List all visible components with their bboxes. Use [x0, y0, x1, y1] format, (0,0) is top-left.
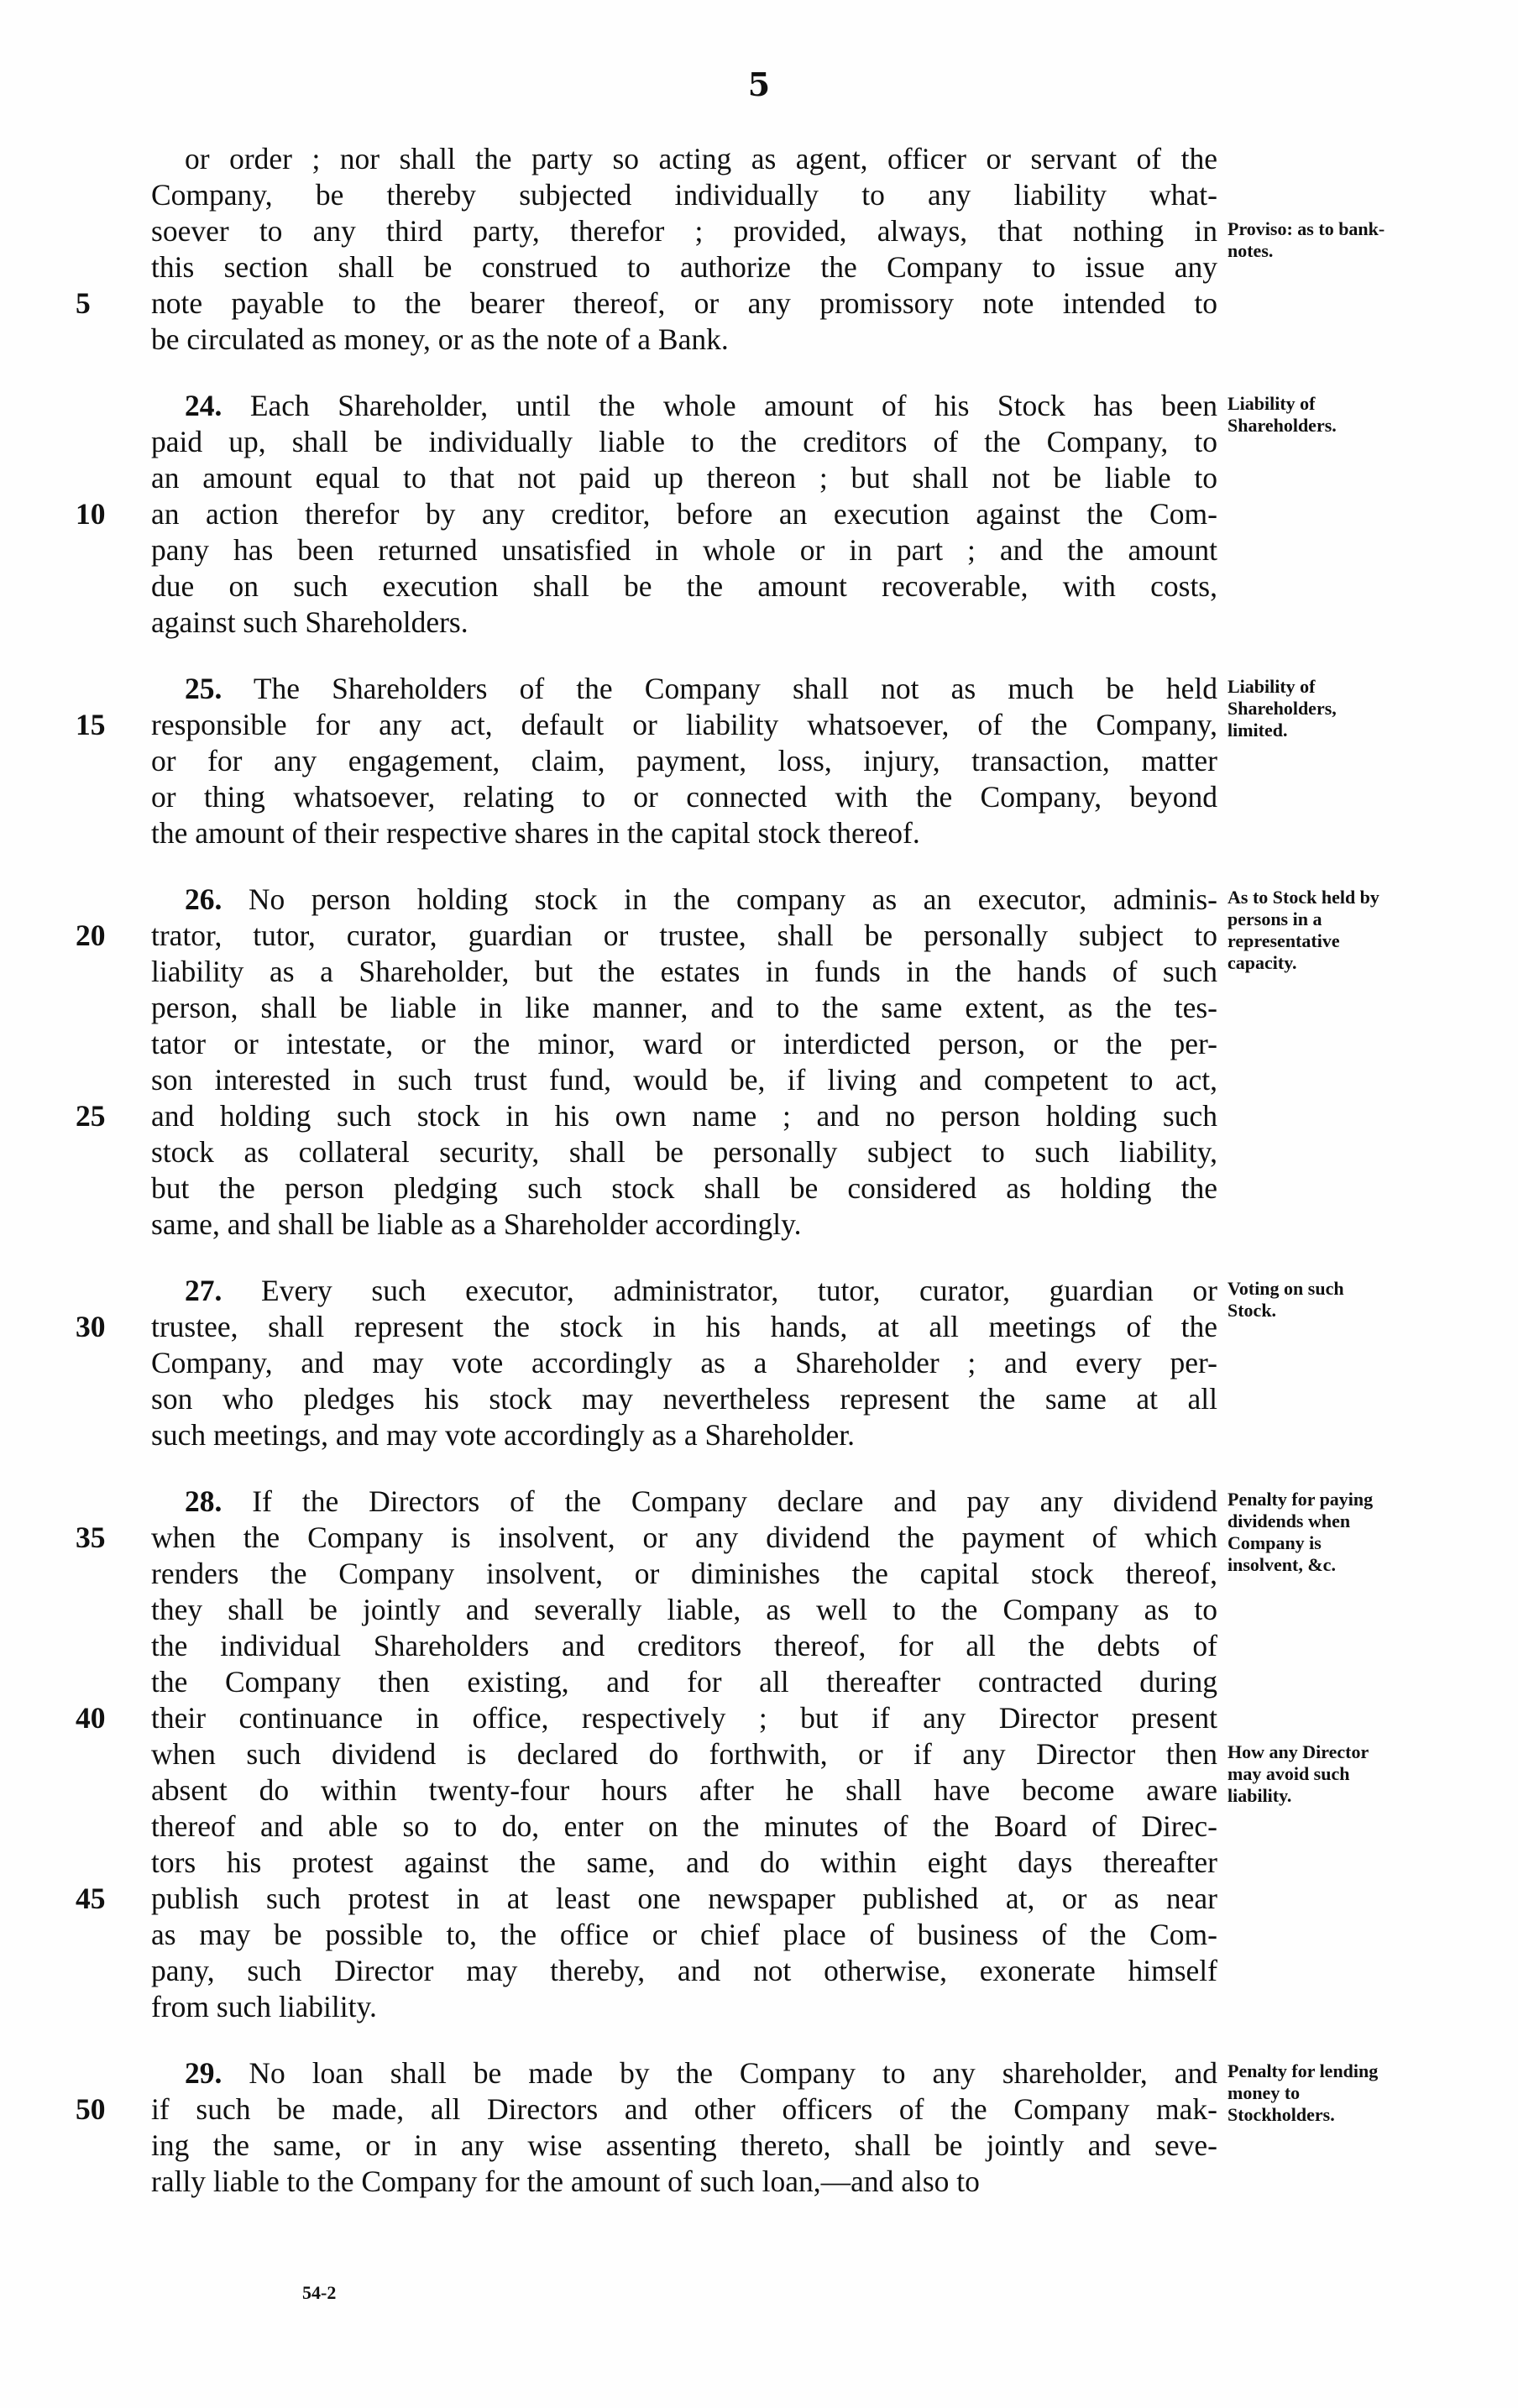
section-number: 27.	[185, 1274, 222, 1307]
text-line	[151, 1345, 1217, 1381]
text-line	[151, 1772, 1217, 1809]
line-text: Company, be thereby subjected individually to any liability what-	[151, 178, 1217, 212]
line-text: Every such executor, administrator, tutor, curator, guardian or	[261, 1274, 1218, 1307]
line-text: renders the Company insolvent, or diminishes the capital stock thereof,	[151, 1557, 1217, 1590]
section-number: 24.	[185, 389, 222, 422]
margin-note: Penalty for paying dividends when Company is insolvent, &c.	[1227, 1489, 1374, 1575]
text-line	[151, 1592, 1217, 1628]
text-line	[151, 213, 1217, 249]
text-line	[151, 1381, 1217, 1417]
line-text: be circulated as money, or as the note of a Bank.	[151, 322, 729, 356]
section-number: 29.	[185, 2056, 222, 2090]
margin-note: Proviso: as to bank-notes.	[1227, 218, 1385, 261]
section-number: 28.	[185, 1484, 222, 1518]
line-text: if such be made, all Directors and other officers of the Company mak-	[151, 2092, 1217, 2126]
text-line	[151, 1628, 1217, 1664]
margin-note: Liability of Shareholders.	[1227, 393, 1337, 436]
text-line	[151, 322, 1217, 358]
line-text: the individual Shareholders and creditors thereof, for all the debts of	[151, 1629, 1217, 1662]
text-line	[151, 671, 1217, 707]
text-line	[151, 990, 1217, 1026]
text-line	[151, 1207, 1217, 1243]
signature-mark: 54-2	[302, 2282, 337, 2303]
margin-note: Liability of Shareholders, limited.	[1227, 676, 1337, 741]
text-line	[151, 177, 1217, 213]
margin-note: How any Director may avoid such liability.	[1227, 1741, 1369, 1806]
line-text: If the Directors of the Company declare and pay any dividend	[252, 1484, 1217, 1518]
margin-note: Penalty for lending money to Stockholders.	[1227, 2060, 1379, 2125]
text-line	[76, 2091, 1217, 2128]
text-line	[76, 1309, 1217, 1345]
line-text: responsible for any act, default or liability whatsoever, of the Company,	[151, 708, 1217, 741]
line-number: 15	[76, 708, 106, 741]
line-text: The Shareholders of the Company shall not as much be held	[253, 672, 1218, 705]
line-text: liability as a Shareholder, but the estates in funds in the hands of such	[151, 955, 1217, 988]
line-text: when such dividend is declared do forthwith, or if any Director then	[151, 1737, 1217, 1771]
line-text: stock as collateral security, shall be personally subject to such liability,	[151, 1135, 1217, 1169]
line-text: such meetings, and may vote accordingly as a Shareholder.	[151, 1418, 855, 1452]
text-line	[151, 954, 1217, 990]
statute-section	[76, 882, 1379, 1243]
text-line	[151, 779, 1217, 815]
line-text: or order ; nor shall the party so acting as agent, officer or servant of the	[185, 142, 1217, 175]
statute-section	[76, 388, 1337, 641]
line-text: tors his protest against the same, and do within eight days thereafter	[151, 1845, 1217, 1879]
text-line	[76, 1520, 1217, 1556]
page-number: 5	[747, 65, 771, 103]
statute-section	[76, 141, 1385, 358]
line-text: Company, and may vote accordingly as a Shareholder ; and every per-	[151, 1346, 1217, 1379]
text-line	[151, 815, 1217, 851]
line-text: publish such protest in at least one newspaper published at, or as near	[151, 1882, 1217, 1915]
text-line	[151, 141, 1217, 177]
text-line	[151, 424, 1217, 460]
statute-section	[76, 671, 1337, 851]
text-line	[76, 496, 1217, 532]
line-text: the Company then existing, and for all thereafter contracted during	[151, 1665, 1217, 1699]
text-line	[151, 1026, 1217, 1062]
text-line	[151, 249, 1217, 285]
text-line	[76, 285, 1217, 322]
line-text: thereof and able so to do, enter on the minutes of the Board of Direc-	[151, 1809, 1217, 1843]
text-line	[151, 2128, 1217, 2164]
text-line	[76, 1700, 1217, 1736]
statute-section	[76, 1484, 1374, 2025]
line-text: note payable to the bearer thereof, or any promissory note intended to	[151, 286, 1217, 320]
text-line	[151, 1736, 1217, 1772]
text-line	[151, 2055, 1217, 2091]
line-text: son interested in such trust fund, would be, if living and competent to act,	[151, 1063, 1217, 1097]
text-line	[76, 1881, 1217, 1917]
line-number: 40	[76, 1701, 106, 1735]
line-number: 45	[76, 1882, 106, 1915]
line-text: this section shall be construed to authorize the Company to issue any	[151, 250, 1217, 284]
line-text: son who pledges his stock may nevertheless represent the same at all	[151, 1382, 1217, 1416]
margin-note: Voting on such Stock.	[1227, 1278, 1344, 1321]
section-number: 26.	[185, 882, 222, 916]
line-text: as may be possible to, the office or chief place of business of the Com-	[151, 1918, 1217, 1951]
text-line	[151, 1917, 1217, 1953]
text-line	[151, 2164, 1217, 2200]
text-line	[151, 388, 1217, 424]
line-text: rally liable to the Company for the amount of such loan,—and also to	[151, 2165, 980, 2198]
line-number: 10	[76, 497, 106, 531]
line-number: 20	[76, 919, 106, 952]
line-text: from such liability.	[151, 1990, 377, 2023]
statute-body	[76, 141, 1385, 2230]
line-text: trator, tutor, curator, guardian or trustee, shall be personally subject to	[151, 919, 1217, 952]
line-number: 50	[76, 2092, 106, 2126]
line-text: pany, such Director may thereby, and not otherwise, exonerate himself	[151, 1954, 1217, 1987]
line-text: ing the same, or in any wise assenting thereto, shall be jointly and seve-	[151, 2128, 1217, 2162]
line-number: 30	[76, 1310, 106, 1343]
line-text: the amount of their respective shares in the capital stock thereof.	[151, 816, 920, 850]
text-line	[76, 707, 1217, 743]
line-text: tator or intestate, or the minor, ward or interdicted person, or the per-	[151, 1027, 1217, 1060]
text-line	[151, 605, 1217, 641]
line-text: an action therefor by any creditor, before an execution against the Com-	[151, 497, 1217, 531]
text-line	[151, 1417, 1217, 1453]
text-line	[76, 1098, 1217, 1134]
margin-note: As to Stock held by persons in a representative capacity.	[1227, 887, 1379, 973]
text-line	[151, 1062, 1217, 1098]
line-text: absent do within twenty-four hours after he shall have become aware	[151, 1773, 1217, 1807]
line-text: soever to any third party, therefor ; provided, always, that nothing in	[151, 214, 1217, 248]
text-line	[151, 1989, 1217, 2025]
text-line	[151, 460, 1217, 496]
line-text: an amount equal to that not paid up thereon ; but shall not be liable to	[151, 461, 1217, 495]
line-number: 25	[76, 1099, 106, 1133]
text-line	[76, 918, 1217, 954]
text-line	[151, 1556, 1217, 1592]
line-text: Each Shareholder, until the whole amount of his Stock has been	[249, 389, 1217, 422]
text-line	[151, 568, 1217, 605]
line-text: same, and shall be liable as a Shareholder accordingly.	[151, 1207, 802, 1241]
line-text: due on such execution shall be the amount recoverable, with costs,	[151, 569, 1217, 603]
text-line	[151, 1953, 1217, 1989]
line-text: when the Company is insolvent, or any dividend the payment of which	[151, 1521, 1217, 1554]
text-line	[151, 1845, 1217, 1881]
line-text: No loan shall be made by the Company to any shareholder, and	[249, 2056, 1217, 2090]
text-line	[151, 532, 1217, 568]
text-line	[151, 1484, 1217, 1520]
line-text: person, shall be liable in like manner, and to the same extent, as the tes-	[151, 991, 1217, 1024]
line-text: trustee, shall represent the stock in his hands, at all meetings of the	[151, 1310, 1217, 1343]
line-text: pany has been returned unsatisfied in whole or in part ; and the amount	[151, 533, 1217, 567]
text-line	[151, 1809, 1217, 1845]
line-text: they shall be jointly and severally liable, as well to the Company as to	[151, 1593, 1217, 1626]
line-text: or thing whatsoever, relating to or connected with the Company, beyond	[151, 780, 1217, 814]
line-text: their continuance in office, respectively ; but if any Director present	[151, 1701, 1217, 1735]
text-line	[151, 1134, 1217, 1170]
text-line	[151, 1273, 1217, 1309]
line-number: 5	[76, 286, 91, 320]
statute-section	[76, 1273, 1344, 1453]
section-number: 25.	[185, 672, 222, 705]
line-text: paid up, shall be individually liable to the creditors of the Company, to	[151, 425, 1217, 458]
line-text: and holding such stock in his own name ; and no person holding such	[151, 1099, 1217, 1133]
line-text: against such Shareholders.	[151, 605, 468, 639]
text-line	[151, 1170, 1217, 1207]
line-number: 35	[76, 1521, 106, 1554]
statute-section	[76, 2055, 1379, 2200]
line-text: No person holding stock in the company as an executor, adminis-	[248, 882, 1217, 916]
line-text: but the person pledging such stock shall be considered as holding the	[151, 1171, 1217, 1205]
line-text: or for any engagement, claim, payment, loss, injury, transaction, matter	[151, 744, 1217, 777]
text-line	[151, 882, 1217, 918]
text-line	[151, 1664, 1217, 1700]
text-line	[151, 743, 1217, 779]
